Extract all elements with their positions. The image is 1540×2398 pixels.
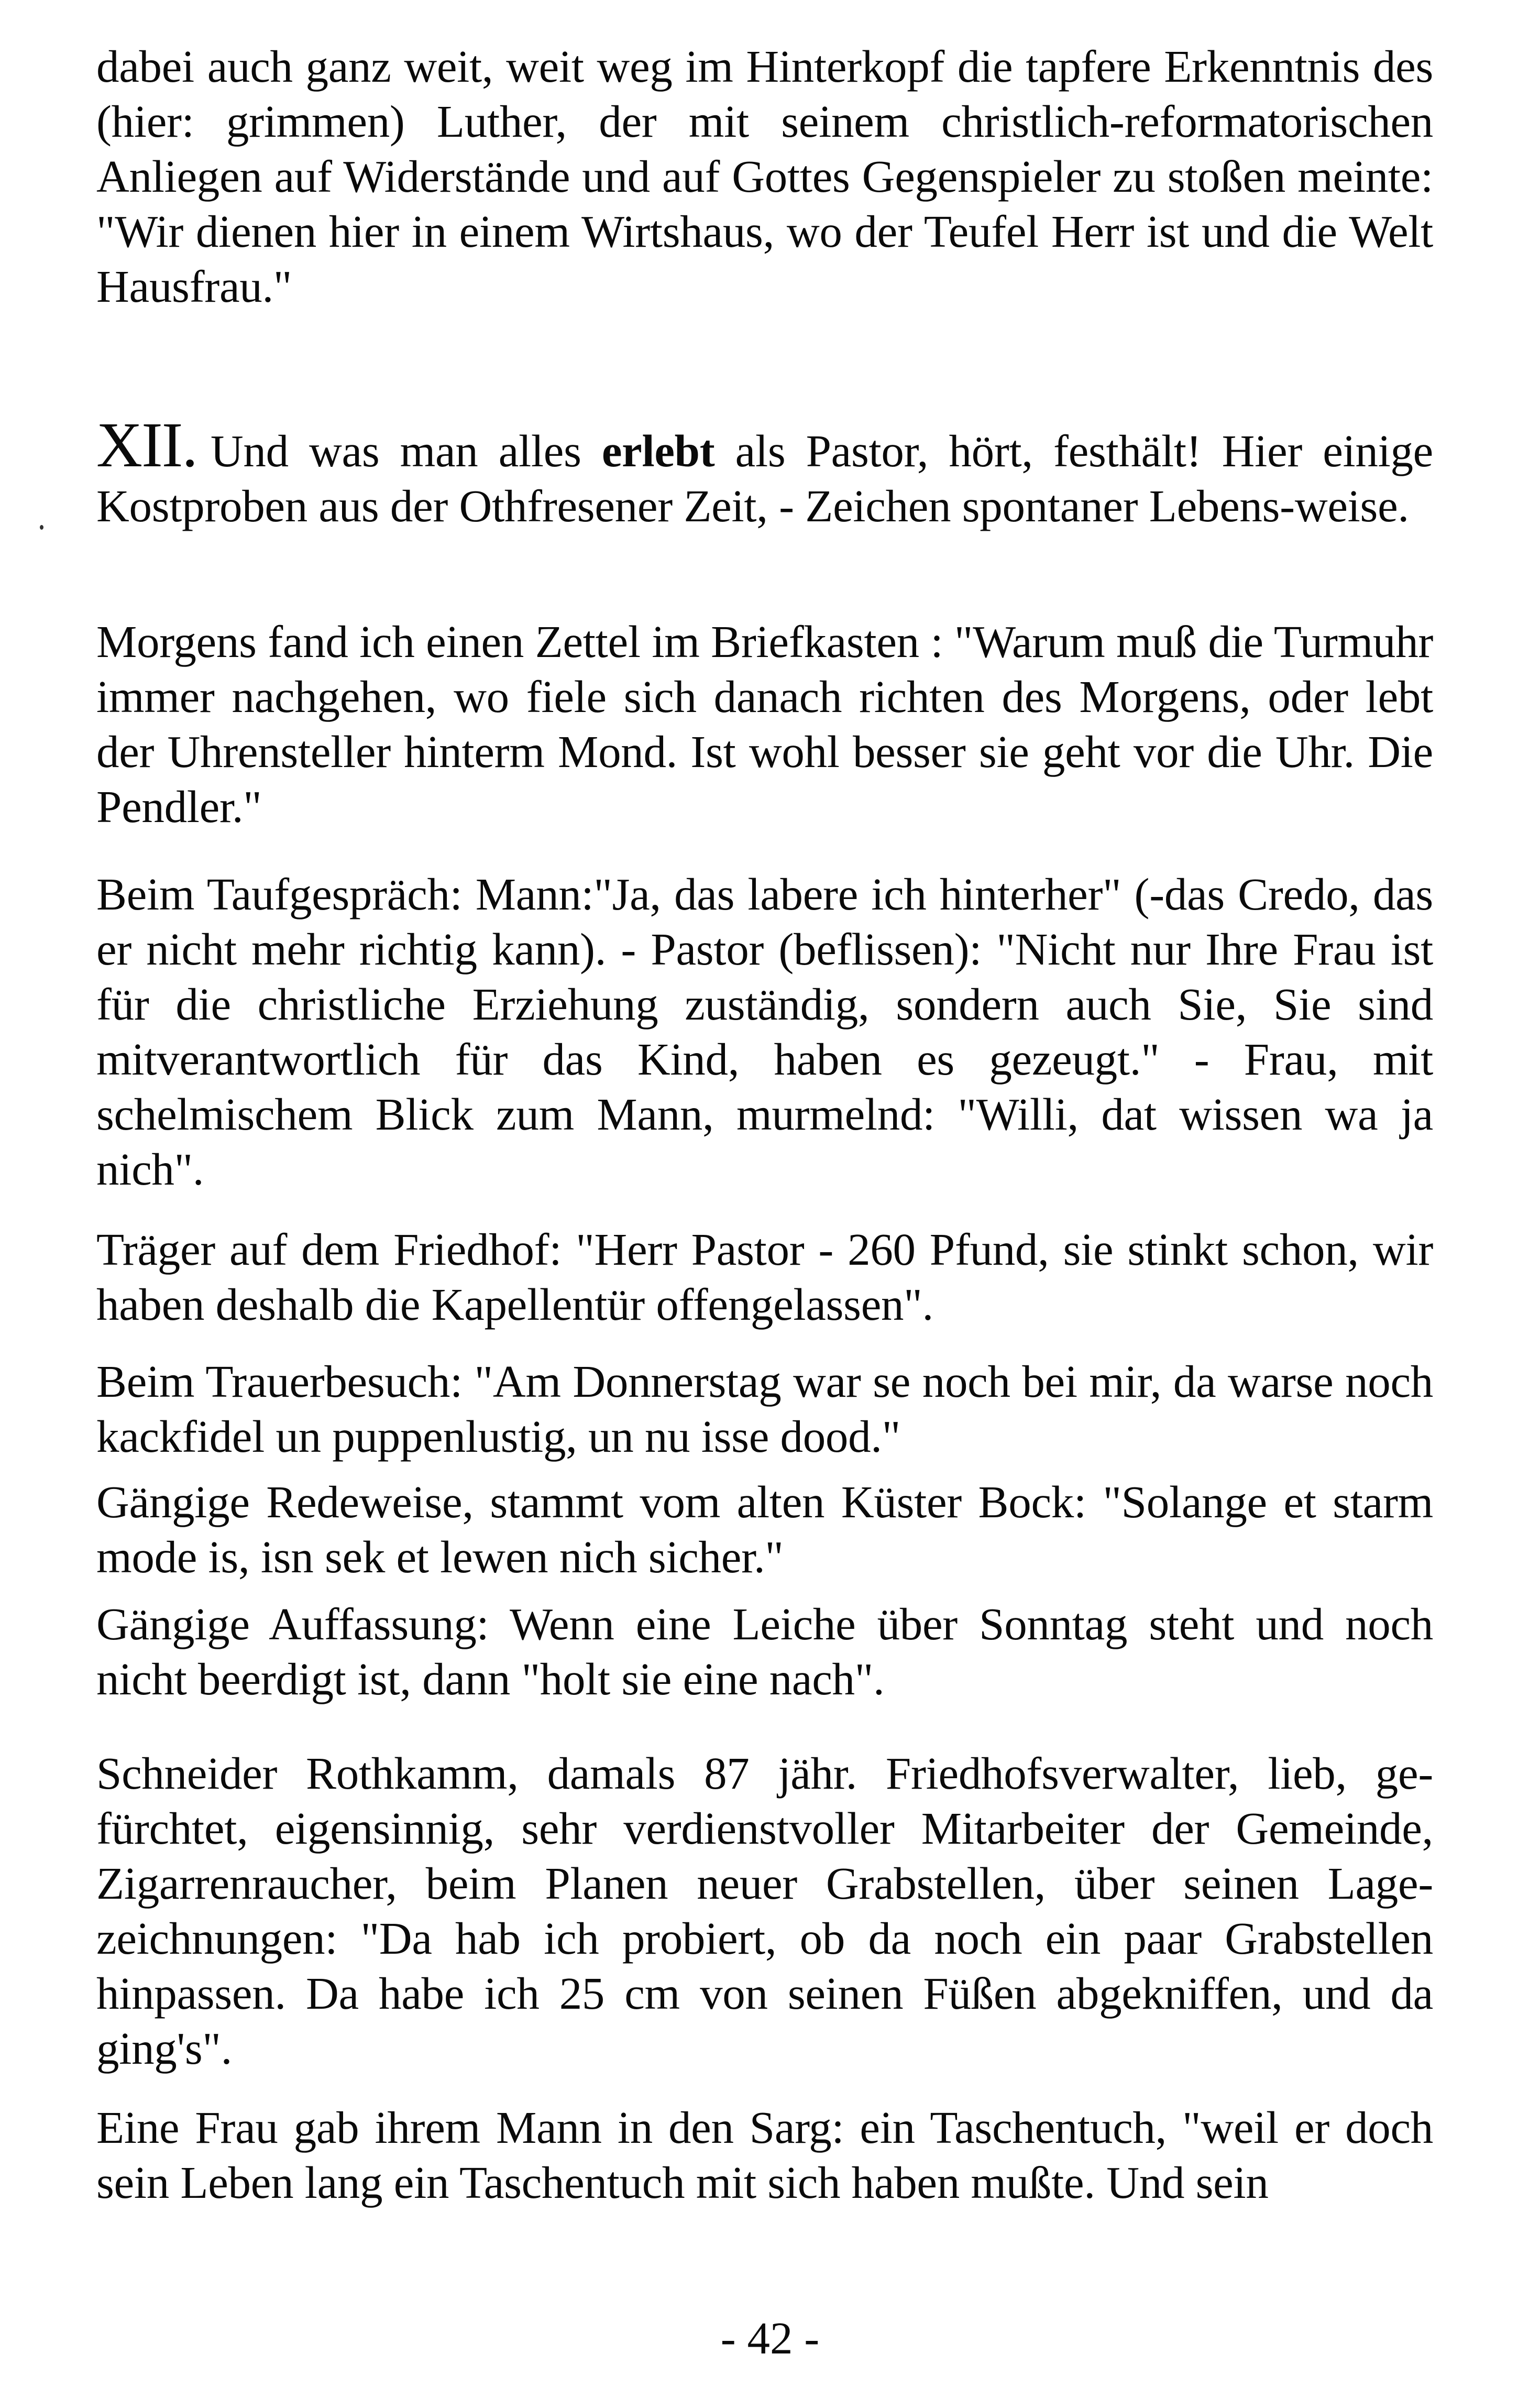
paragraph-schneider-rothkamm: Schneider Rothkamm, damals 87 jähr. Friedhofsverwalter, lieb, ge-fürchtet, eigensinnig, sehr verdienstvoller Mitarbeiter der Gemeinde, Zigarrenraucher, beim Planen neuer Grabstellen, über seinen Lage-zeichnungen: "Da hab ich probiert, ob da noch ein paar Grabstellen hinpassen. Da habe ich 25 cm von seinen Füßen abgekniffen, und da ging's". [96,1748,1433,2074]
intro-text-start: Und was man alles [210,425,602,476]
paragraph-turmuhr-note: Morgens fand ich einen Zettel im Briefkasten : "Warum muß die Turmuhr immer nachgehen, wo fiele sich danach richten des Morgens, oder lebt der Uhrensteller hinterm Mond. Ist wohl besser sie geht vor die Uhr. Die Pendler." [96,616,1433,832]
paragraph-taufgespraech: Beim Taufgespräch: Mann:"Ja, das labere ich hinterher" (-das Credo, das er nicht mehr richtig kann). - Pastor (beflissen): "Nicht nur Ihre Frau ist für die christliche Erziehung zuständig, sondern auch Sie, Sie sind mitverantwortlich für das Kind, haben es gezeugt." - Frau, mit schelmischem Blick zum Mann, murmelnd: "Willi, dat wissen wa ja nich". [96,869,1433,1195]
page-number: - 42 - [720,2313,820,2363]
paragraph-traeger-friedhof: Träger auf dem Friedhof: "Herr Pastor - 260 Pfund, sie stinkt schon, wir haben deshalb die Kapellentür offengelassen". [96,1224,1433,1330]
scan-speck-mark [40,525,43,530]
paragraph-auffassung-leiche: Gängige Auffassung: Wenn eine Leiche über Sonntag steht und noch nicht beerdigt ist, dann "holt sie eine nach". [96,1598,1433,1704]
intro-bold-word: erlebt [601,425,715,476]
section-number: XII. [96,410,197,480]
paragraph-taschentuch: Eine Frau gab ihrem Mann in den Sarg: ein Taschentuch, "weil er doch sein Leben lang ein Taschentuch mit sich haben mußte. Und sein [96,2102,1433,2208]
paragraph-luther-quote: dabei auch ganz weit, weit weg im Hinterkopf die tapfere Erkenntnis des (hier: grimmen) Luther, der mit seinem christlich-reformatorischen Anliegen auf Widerstände und auf Gottes Gegenspieler zu stoßen meinte: "Wir dienen hier in einem Wirtshaus, wo der Teufel Herr ist und die Welt Hausfrau." [96,41,1433,312]
paragraph-section-xii-intro [96,410,1433,533]
paragraph-redeweise-kuester: Gängige Redeweise, stammt vom alten Küster Bock: "Solange et starm mode is, isn sek et lewen nich sicher." [96,1476,1433,1582]
paragraph-trauerbesuch: Beim Trauerbesuch: "Am Donnerstag war se noch bei mir, da warse noch kackfidel un puppenlustig, un nu isse dood." [96,1356,1433,1462]
intro-text-end: als Pastor, hört, festhält! Hier einige Kostproben aus der Othfresener Zeit, - Zeichen spontaner Lebens-weise. [96,425,1433,531]
